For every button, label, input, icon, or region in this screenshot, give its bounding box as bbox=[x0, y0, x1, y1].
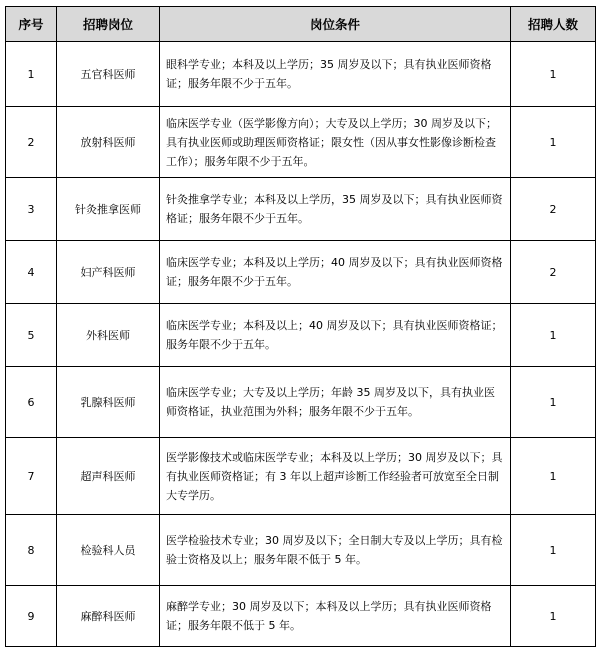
row-position: 放射科医师 bbox=[57, 107, 160, 178]
row-position: 五官科医师 bbox=[57, 42, 160, 107]
row-count: 1 bbox=[511, 438, 596, 515]
table-row bbox=[6, 438, 596, 515]
row-position: 乳腺科医师 bbox=[57, 367, 160, 438]
table-row bbox=[6, 42, 596, 107]
table-header-row bbox=[6, 7, 596, 42]
recruitment-table bbox=[5, 6, 596, 647]
row-position: 外科医师 bbox=[57, 304, 160, 367]
row-serial-number: 5 bbox=[6, 304, 57, 367]
row-count: 1 bbox=[511, 367, 596, 438]
row-conditions: 医学影像技术或临床医学专业；本科及以上学历；30 周岁及以下；具有执业医师资格证；有 3 年以上超声诊断工作经验者可放宽至全日制大专学历。 bbox=[160, 438, 511, 515]
table-row bbox=[6, 367, 596, 438]
row-conditions: 针灸推拿学专业；本科及以上学历，35 周岁及以下；具有执业医师资格证；服务年限不少于五年。 bbox=[160, 178, 511, 241]
row-position: 麻醉科医师 bbox=[57, 586, 160, 647]
table-row bbox=[6, 304, 596, 367]
row-count: 1 bbox=[511, 304, 596, 367]
row-conditions: 眼科学专业；本科及以上学历；35 周岁及以下；具有执业医师资格证；服务年限不少于五年。 bbox=[160, 42, 511, 107]
header-count: 招聘人数 bbox=[511, 7, 596, 42]
row-conditions: 临床医学专业；本科及以上学历；40 周岁及以下；具有执业医师资格证；服务年限不少于五年。 bbox=[160, 241, 511, 304]
row-position: 超声科医师 bbox=[57, 438, 160, 515]
row-count: 1 bbox=[511, 515, 596, 586]
row-count: 2 bbox=[511, 178, 596, 241]
row-serial-number: 9 bbox=[6, 586, 57, 647]
row-count: 1 bbox=[511, 42, 596, 107]
row-conditions: 临床医学专业；大专及以上学历；年龄 35 周岁及以下，具有执业医师资格证，执业范围为外科；服务年限不少于五年。 bbox=[160, 367, 511, 438]
table-row bbox=[6, 178, 596, 241]
header-conditions: 岗位条件 bbox=[160, 7, 511, 42]
recruitment-table-container bbox=[5, 6, 596, 647]
row-conditions: 麻醉学专业；30 周岁及以下；本科及以上学历；具有执业医师资格证；服务年限不低于 5 年。 bbox=[160, 586, 511, 647]
table-row bbox=[6, 241, 596, 304]
row-conditions: 临床医学专业；本科及以上；40 周岁及以下；具有执业医师资格证；服务年限不少于五年。 bbox=[160, 304, 511, 367]
row-serial-number: 4 bbox=[6, 241, 57, 304]
row-serial-number: 1 bbox=[6, 42, 57, 107]
row-count: 2 bbox=[511, 241, 596, 304]
table-row bbox=[6, 515, 596, 586]
row-serial-number: 7 bbox=[6, 438, 57, 515]
row-serial-number: 8 bbox=[6, 515, 57, 586]
row-position: 检验科人员 bbox=[57, 515, 160, 586]
row-serial-number: 6 bbox=[6, 367, 57, 438]
table-row bbox=[6, 107, 596, 178]
header-serial-number: 序号 bbox=[6, 7, 57, 42]
header-position: 招聘岗位 bbox=[57, 7, 160, 42]
row-position: 针灸推拿医师 bbox=[57, 178, 160, 241]
row-conditions: 医学检验技术专业；30 周岁及以下；全日制大专及以上学历；具有检验士资格及以上；服务年限不低于 5 年。 bbox=[160, 515, 511, 586]
row-count: 1 bbox=[511, 107, 596, 178]
row-count: 1 bbox=[511, 586, 596, 647]
row-position: 妇产科医师 bbox=[57, 241, 160, 304]
row-serial-number: 3 bbox=[6, 178, 57, 241]
table-row bbox=[6, 586, 596, 647]
row-conditions: 临床医学专业（医学影像方向）；大专及以上学历；30 周岁及以下；具有执业医师或助理医师资格证；限女性（因从事女性影像诊断检查工作）；服务年限不少于五年。 bbox=[160, 107, 511, 178]
row-serial-number: 2 bbox=[6, 107, 57, 178]
